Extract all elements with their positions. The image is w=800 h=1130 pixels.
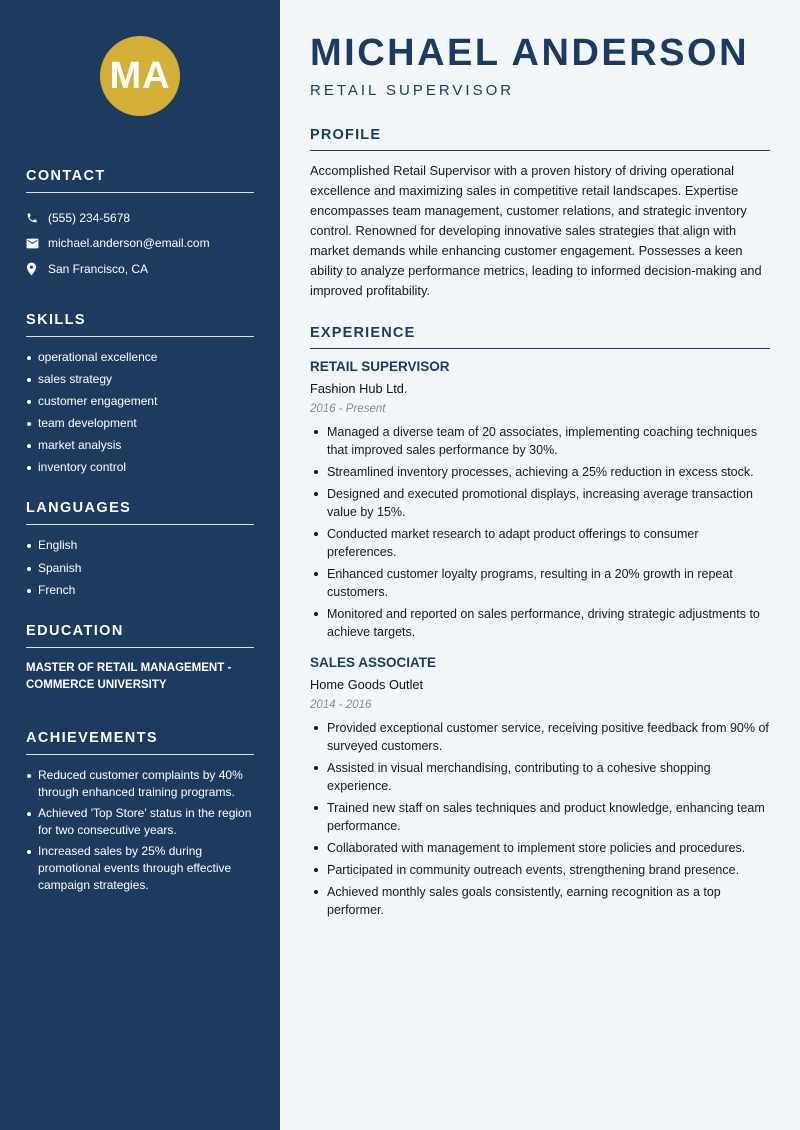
skill-item: customer engagement (26, 393, 254, 410)
job-bullets (310, 423, 770, 641)
candidate-role: RETAIL SUPERVISOR (310, 82, 515, 99)
job-entry (310, 655, 770, 919)
language-item: English (26, 537, 254, 554)
profile-section (310, 127, 770, 301)
skill-item: market analysis (26, 437, 254, 454)
language-item: Spanish (26, 560, 254, 577)
job-bullet: Provided exceptional customer service, receiving positive feedback from 90% of surveyed customers. (310, 719, 770, 755)
experience-section (310, 325, 770, 919)
job-bullet: Achieved monthly sales goals consistently, earning recognition as a top performer. (310, 883, 770, 919)
skill-item: operational excellence (26, 349, 254, 366)
phone-text: (555) 234-5678 (48, 210, 131, 225)
job-entry (310, 359, 770, 641)
profile-text: Accomplished Retail Supervisor with a proven history of driving operational excellence and maximizing sales in competitive retail landscapes. Expertise encompasses team management, customer relations, and strategic inventory control. Renowned for developing innovative sales strategies that align with market demands while enhancing customer engagement. Possesses a keen ability to analyze performance metrics, leading to informed decision-making and improved profitability. (310, 163, 762, 298)
job-bullet: Assisted in visual merchandising, contributing to a cohesive shopping experience. (310, 759, 770, 795)
education-heading: EDUCATION (26, 623, 254, 648)
contact-phone (26, 205, 254, 231)
skill-item: sales strategy (26, 371, 254, 388)
job-bullet: Participated in community outreach events, strengthening brand presence. (310, 861, 770, 879)
job-title: SALES ASSOCIATE (310, 655, 437, 670)
contact-location (26, 256, 254, 282)
job-bullet: Streamlined inventory processes, achieving a 25% reduction in excess stock. (310, 463, 770, 481)
languages-section (26, 500, 254, 598)
skills-heading: SKILLS (26, 312, 254, 337)
achievements-section (26, 730, 254, 894)
achievement-item: Reduced customer complaints by 40% through enhanced training programs. (26, 767, 254, 801)
job-bullet: Designed and executed promotional displays, increasing average transaction value by 15%. (310, 485, 770, 521)
achievement-item: Achieved 'Top Store' status in the region for two consecutive years. (26, 805, 254, 839)
job-dates: 2016 - Present (310, 403, 386, 415)
avatar: MA (100, 36, 180, 116)
job-dates: 2014 - 2016 (310, 699, 372, 711)
location-pin-icon (26, 262, 48, 276)
job-bullet: Managed a diverse team of 20 associates, implementing coaching techniques that improved sales performance by 30%. (310, 423, 770, 459)
email-icon (26, 238, 48, 249)
education-entry: MASTER OF RETAIL MANAGEMENT - COMMERCE UNIVERSITY (26, 661, 232, 691)
education-section (26, 623, 254, 694)
profile-heading: PROFILE (310, 127, 770, 151)
job-bullet: Conducted market research to adapt product offerings to consumer preferences. (310, 525, 770, 561)
job-company: Home Goods Outlet (310, 677, 424, 692)
contact-section (26, 168, 254, 282)
location-text: San Francisco, CA (48, 261, 149, 276)
achievement-item: Increased sales by 25% during promotional events through effective campaign strategies. (26, 843, 254, 894)
job-company: Fashion Hub Ltd. (310, 381, 408, 396)
skills-list (26, 349, 254, 477)
job-title: RETAIL SUPERVISOR (310, 359, 450, 374)
phone-icon (26, 212, 48, 224)
skill-item: team development (26, 415, 254, 432)
job-bullet: Trained new staff on sales techniques and product knowledge, enhancing team performance. (310, 799, 770, 835)
contact-heading: CONTACT (26, 168, 254, 193)
email-text: michael.anderson@email.com (48, 236, 210, 251)
languages-heading: LANGUAGES (26, 500, 254, 525)
candidate-name: MICHAEL ANDERSON (310, 32, 750, 74)
job-bullet: Collaborated with management to implement store policies and procedures. (310, 839, 770, 857)
main-content (280, 0, 800, 1130)
experience-heading: EXPERIENCE (310, 325, 770, 349)
language-item: French (26, 582, 254, 599)
achievements-list (26, 767, 254, 894)
contact-email (26, 231, 254, 257)
sidebar (0, 0, 280, 1130)
languages-list (26, 537, 254, 598)
job-bullet: Monitored and reported on sales performance, driving strategic adjustments to achieve targets. (310, 605, 770, 641)
job-bullet: Enhanced customer loyalty programs, resulting in a 20% growth in repeat customers. (310, 565, 770, 601)
skills-section (26, 312, 254, 477)
skill-item: inventory control (26, 459, 254, 476)
achievements-heading: ACHIEVEMENTS (26, 730, 254, 755)
job-bullets (310, 719, 770, 919)
